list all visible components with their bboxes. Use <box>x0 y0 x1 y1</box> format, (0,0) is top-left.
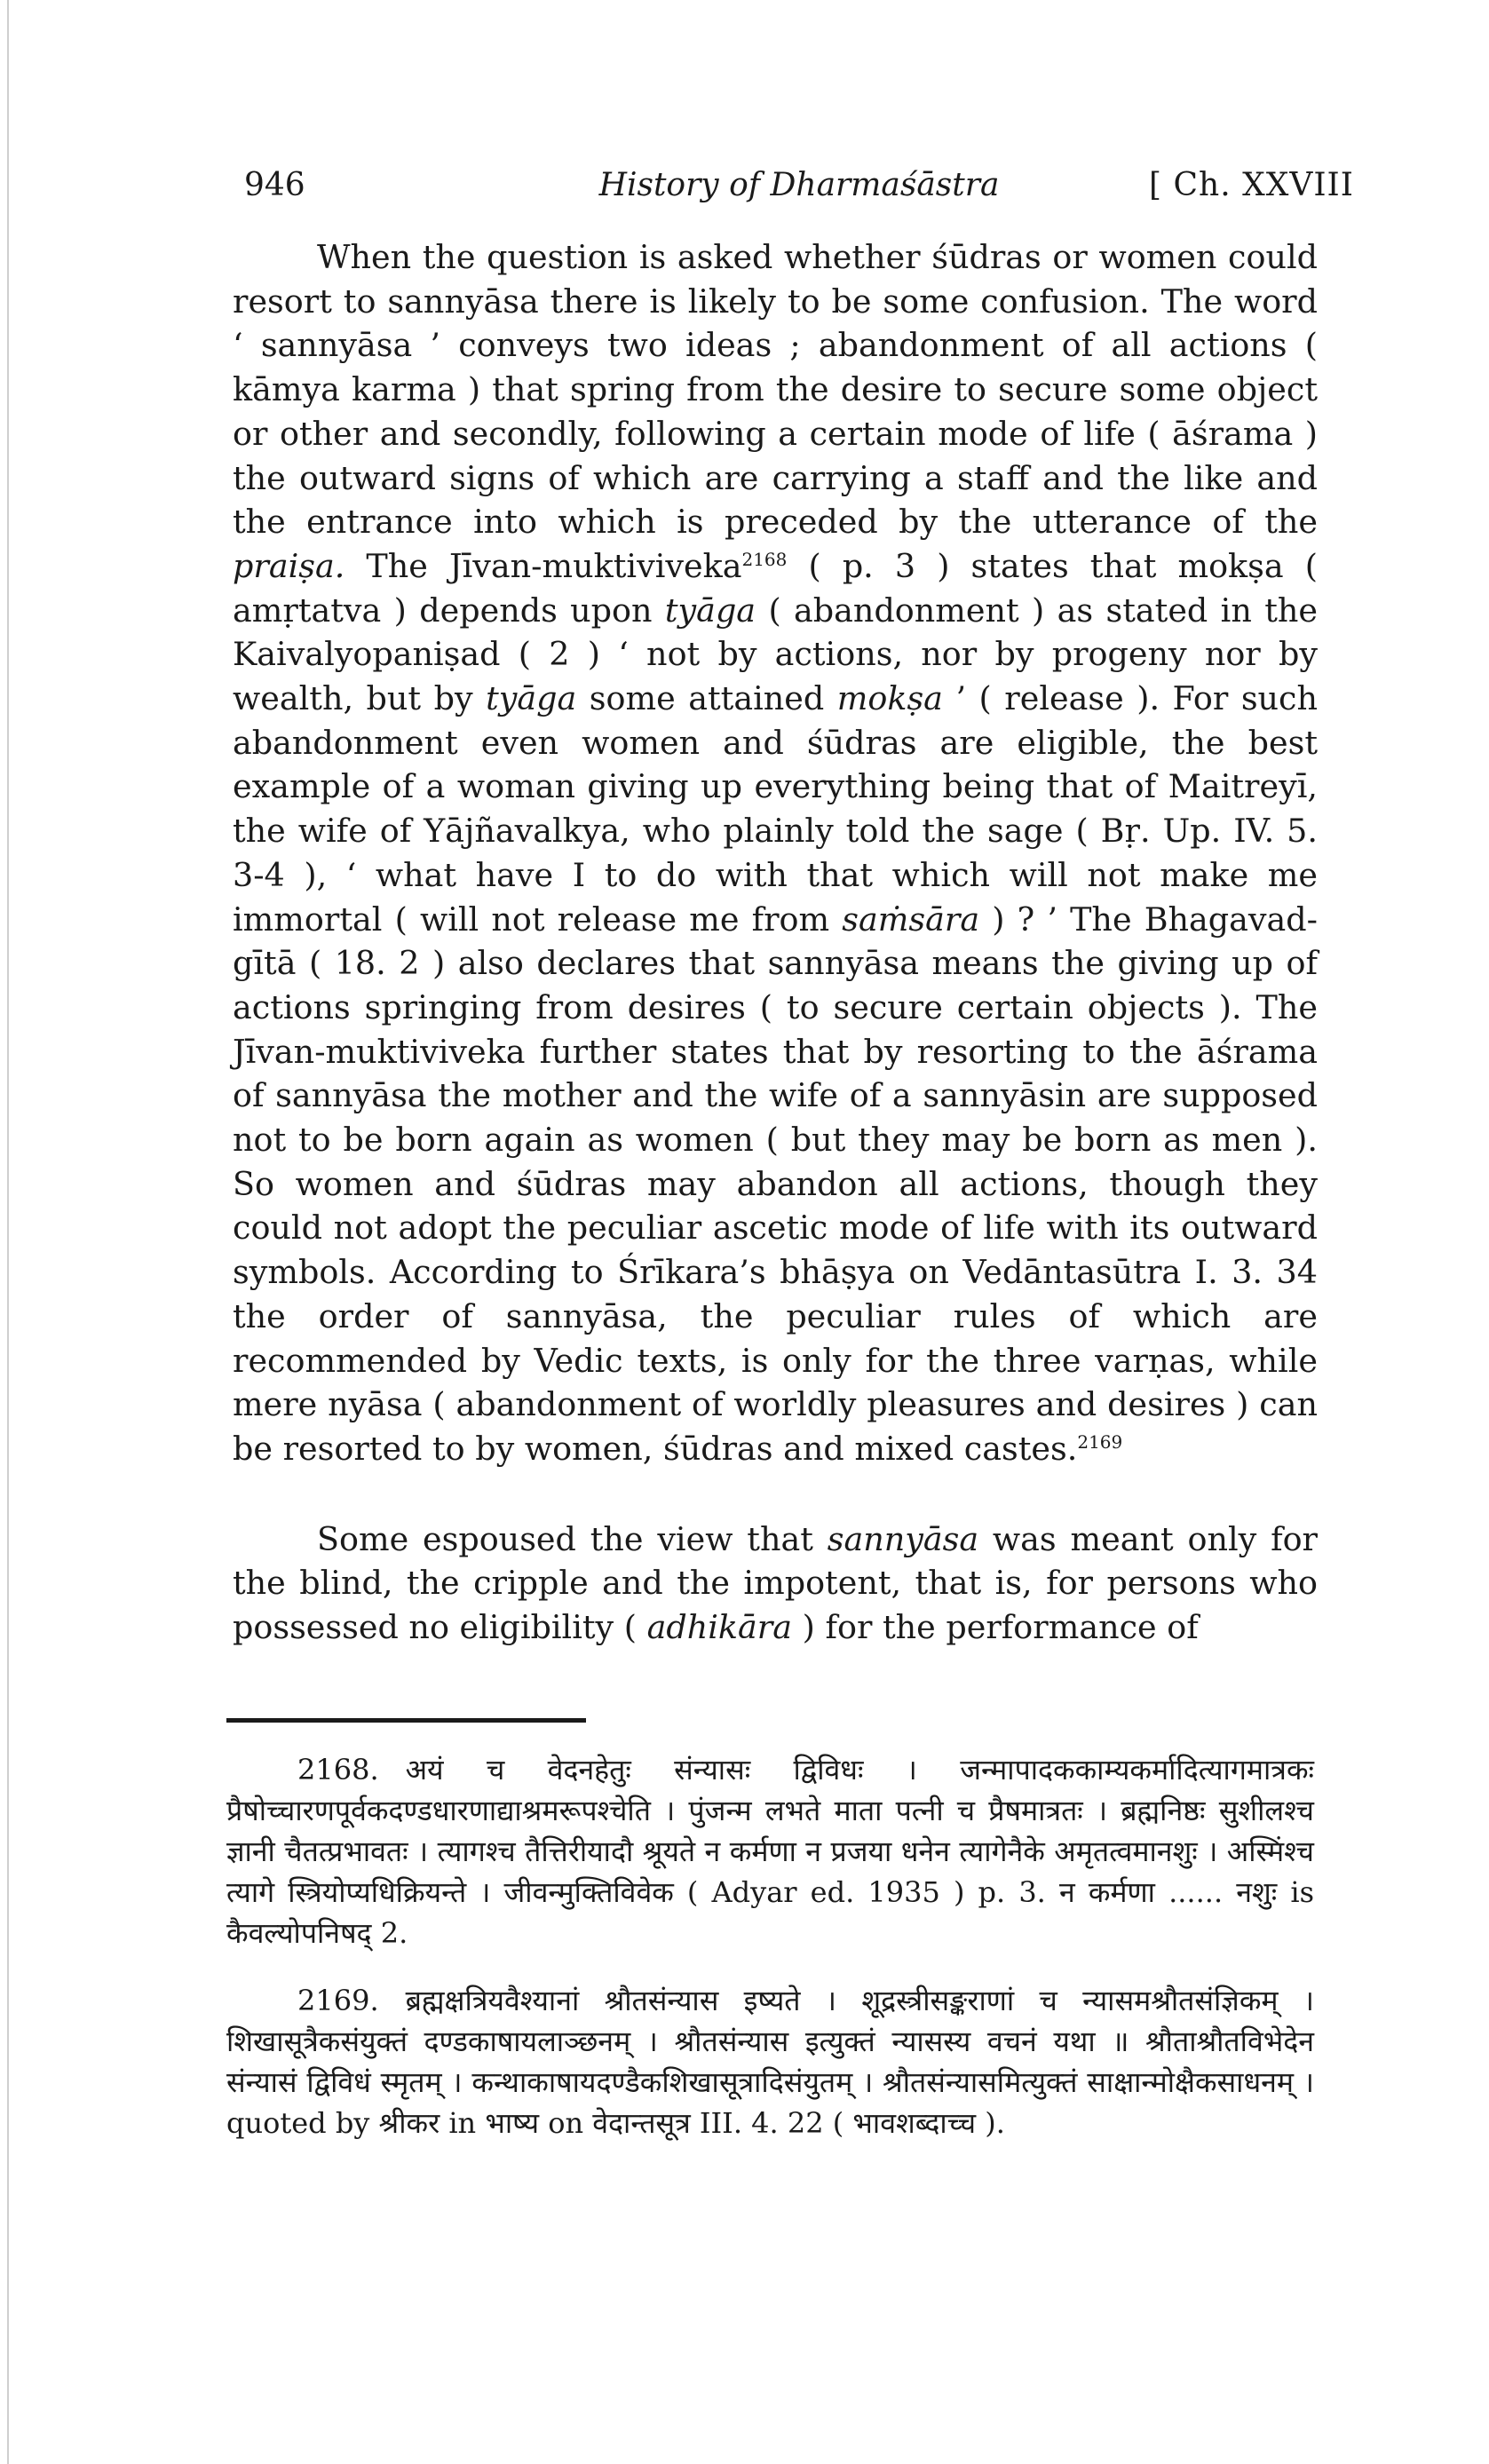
footnote-text: ब्रह्मक्षत्रियवैश्यानां श्रौतसंन्यास इष्यते । शूद्रस्त्रीसङ्कराणां च न्यासमश्रौतसंज्ञिकम् । शिखासूत्रैकसंयुक्तं दण्डकाषायलाञ्छनम् । श्रौतसंन्यास इत्युक्तं न्यासस्य वचनं यथा ॥ श्रौताश्रौतविभेदेन संन्यासं द्विविधं स्मृतम् । कन्थाकाषायदण्डैकशिखासूत्रादिसंयुतम् । श्रौतसंन्यासमित्युक्तं साक्षान्मोक्षैकसाधनम् । quoted by श्रीकर in भाष्य on वेदान्तसूत्र III. 4. 22 ( भावशब्दाच्च ). <box>226 1984 1314 2140</box>
footnote-text: अयं च वेदनहेतुः संन्यासः द्विविधः । जन्मापादककाम्यकर्मादित्यागमात्रकः प्रैषोच्चारणपूर्वकदण्डधारणाद्याश्रमरूपश्चेति । पुंजन्म लभते माता पत्नी च प्रैषमात्रतः । ब्रह्मनिष्ठः सुशीलश्च ज्ञानी चैतत्प्रभावतः । त्यागश्च तैत्तिरीयादौ श्रूयते न कर्मणा न प्रजया धनेन त्यागेनैके अमृतत्वमानशुः । अस्मिंश्च त्यागे स्त्रियोप्यधिक्रियन्ते । जीवन्मुक्तिविवेक ( Adyar ed. 1935 ) p. 3. न कर्मणा ...... नशुः is कैवल्योपनिषद् 2. <box>226 1753 1314 1950</box>
footnote-ref-2168: 2168 <box>741 548 788 570</box>
footnote-ref-2169: 2169 <box>1077 1430 1123 1453</box>
footnote-number: 2168. <box>297 1753 379 1787</box>
footnotes <box>226 1749 1314 2143</box>
footnote-number: 2169. <box>297 1984 379 2017</box>
scan-edge-line <box>7 0 9 2464</box>
chapter-label: [ Ch. XXVIII <box>1148 167 1354 203</box>
paragraph-2: Some espoused the view that sannyāsa was meant only for the blind, the cripple and the impotent, that is, for persons who possessed no eligibility ( adhikāra ) for the performance of <box>233 1519 1318 1647</box>
paragraph-1: When the question is asked whether śūdras or women could resort to sannyāsa there is likely to be some confusion. The word ‘ sannyāsa ’ conveys two ideas ; abandonment of all actions ( kāmya karma ) that spring from the desire to secure some object or other and secondly, following a certain mode of life ( āśrama ) the outward signs of which are carrying a staff and the like and the entrance into which is preceded by the utterance of the praiṣa. The Jīvan-muktiviveka$^{2168}$ ( p. 3 ) states that mokṣa ( amṛtatva ) depends upon tyāga ( abandonment ) as stated in the Kaivalyopaniṣad ( 2 ) ‘ not by actions, nor by progeny nor by wealth, but by tyāga some attained mokṣa ’ ( release ). For such abandonment even women and śūdras are eligible, the best example of a woman giving up everything being that of Maitreyī, the wife of Yājñavalkya, who plainly told the sage ( Bṛ. Up. IV. 5. 3-4 ), ‘ what have I to do with that which will not make me immortal ( will not release me from saṁsāra ) ? ’ The Bhagavad-gītā ( 18. 2 ) also declares that sannyāsa means the giving up of actions springing from desires ( to secure certain objects ). The Jīvan-muktiviveka further states that by resorting to the āśrama of sannyāsa the mother and the wife of a sannyāsin are supposed not to be born again as women ( but they may be born as men ). So women and śūdras may abandon all actions, though they could not adopt the peculiar ascetic mode of life with its outward symbols. According to Śrīkara’s bhāṣya on Vedāntasūtra I. 3. 34 the order of sannyāsa, the peculiar rules of which are recommended by Vedic texts, is only for the three varṇas, while mere nyāsa ( abandonment of worldly pleasures and desires ) can be resorted to by women, śūdras and mixed castes.$^{2169}$ <box>233 238 1319 1468</box>
footnote-2168 <box>226 1749 1314 1953</box>
footnote-2169 <box>226 1980 1314 2143</box>
page-number: 946 <box>244 167 305 203</box>
main-text <box>233 235 1318 1650</box>
page-header <box>244 167 1354 220</box>
footnote-separator <box>226 1718 586 1723</box>
running-title: History of Dharmaśāstra <box>598 167 1000 203</box>
